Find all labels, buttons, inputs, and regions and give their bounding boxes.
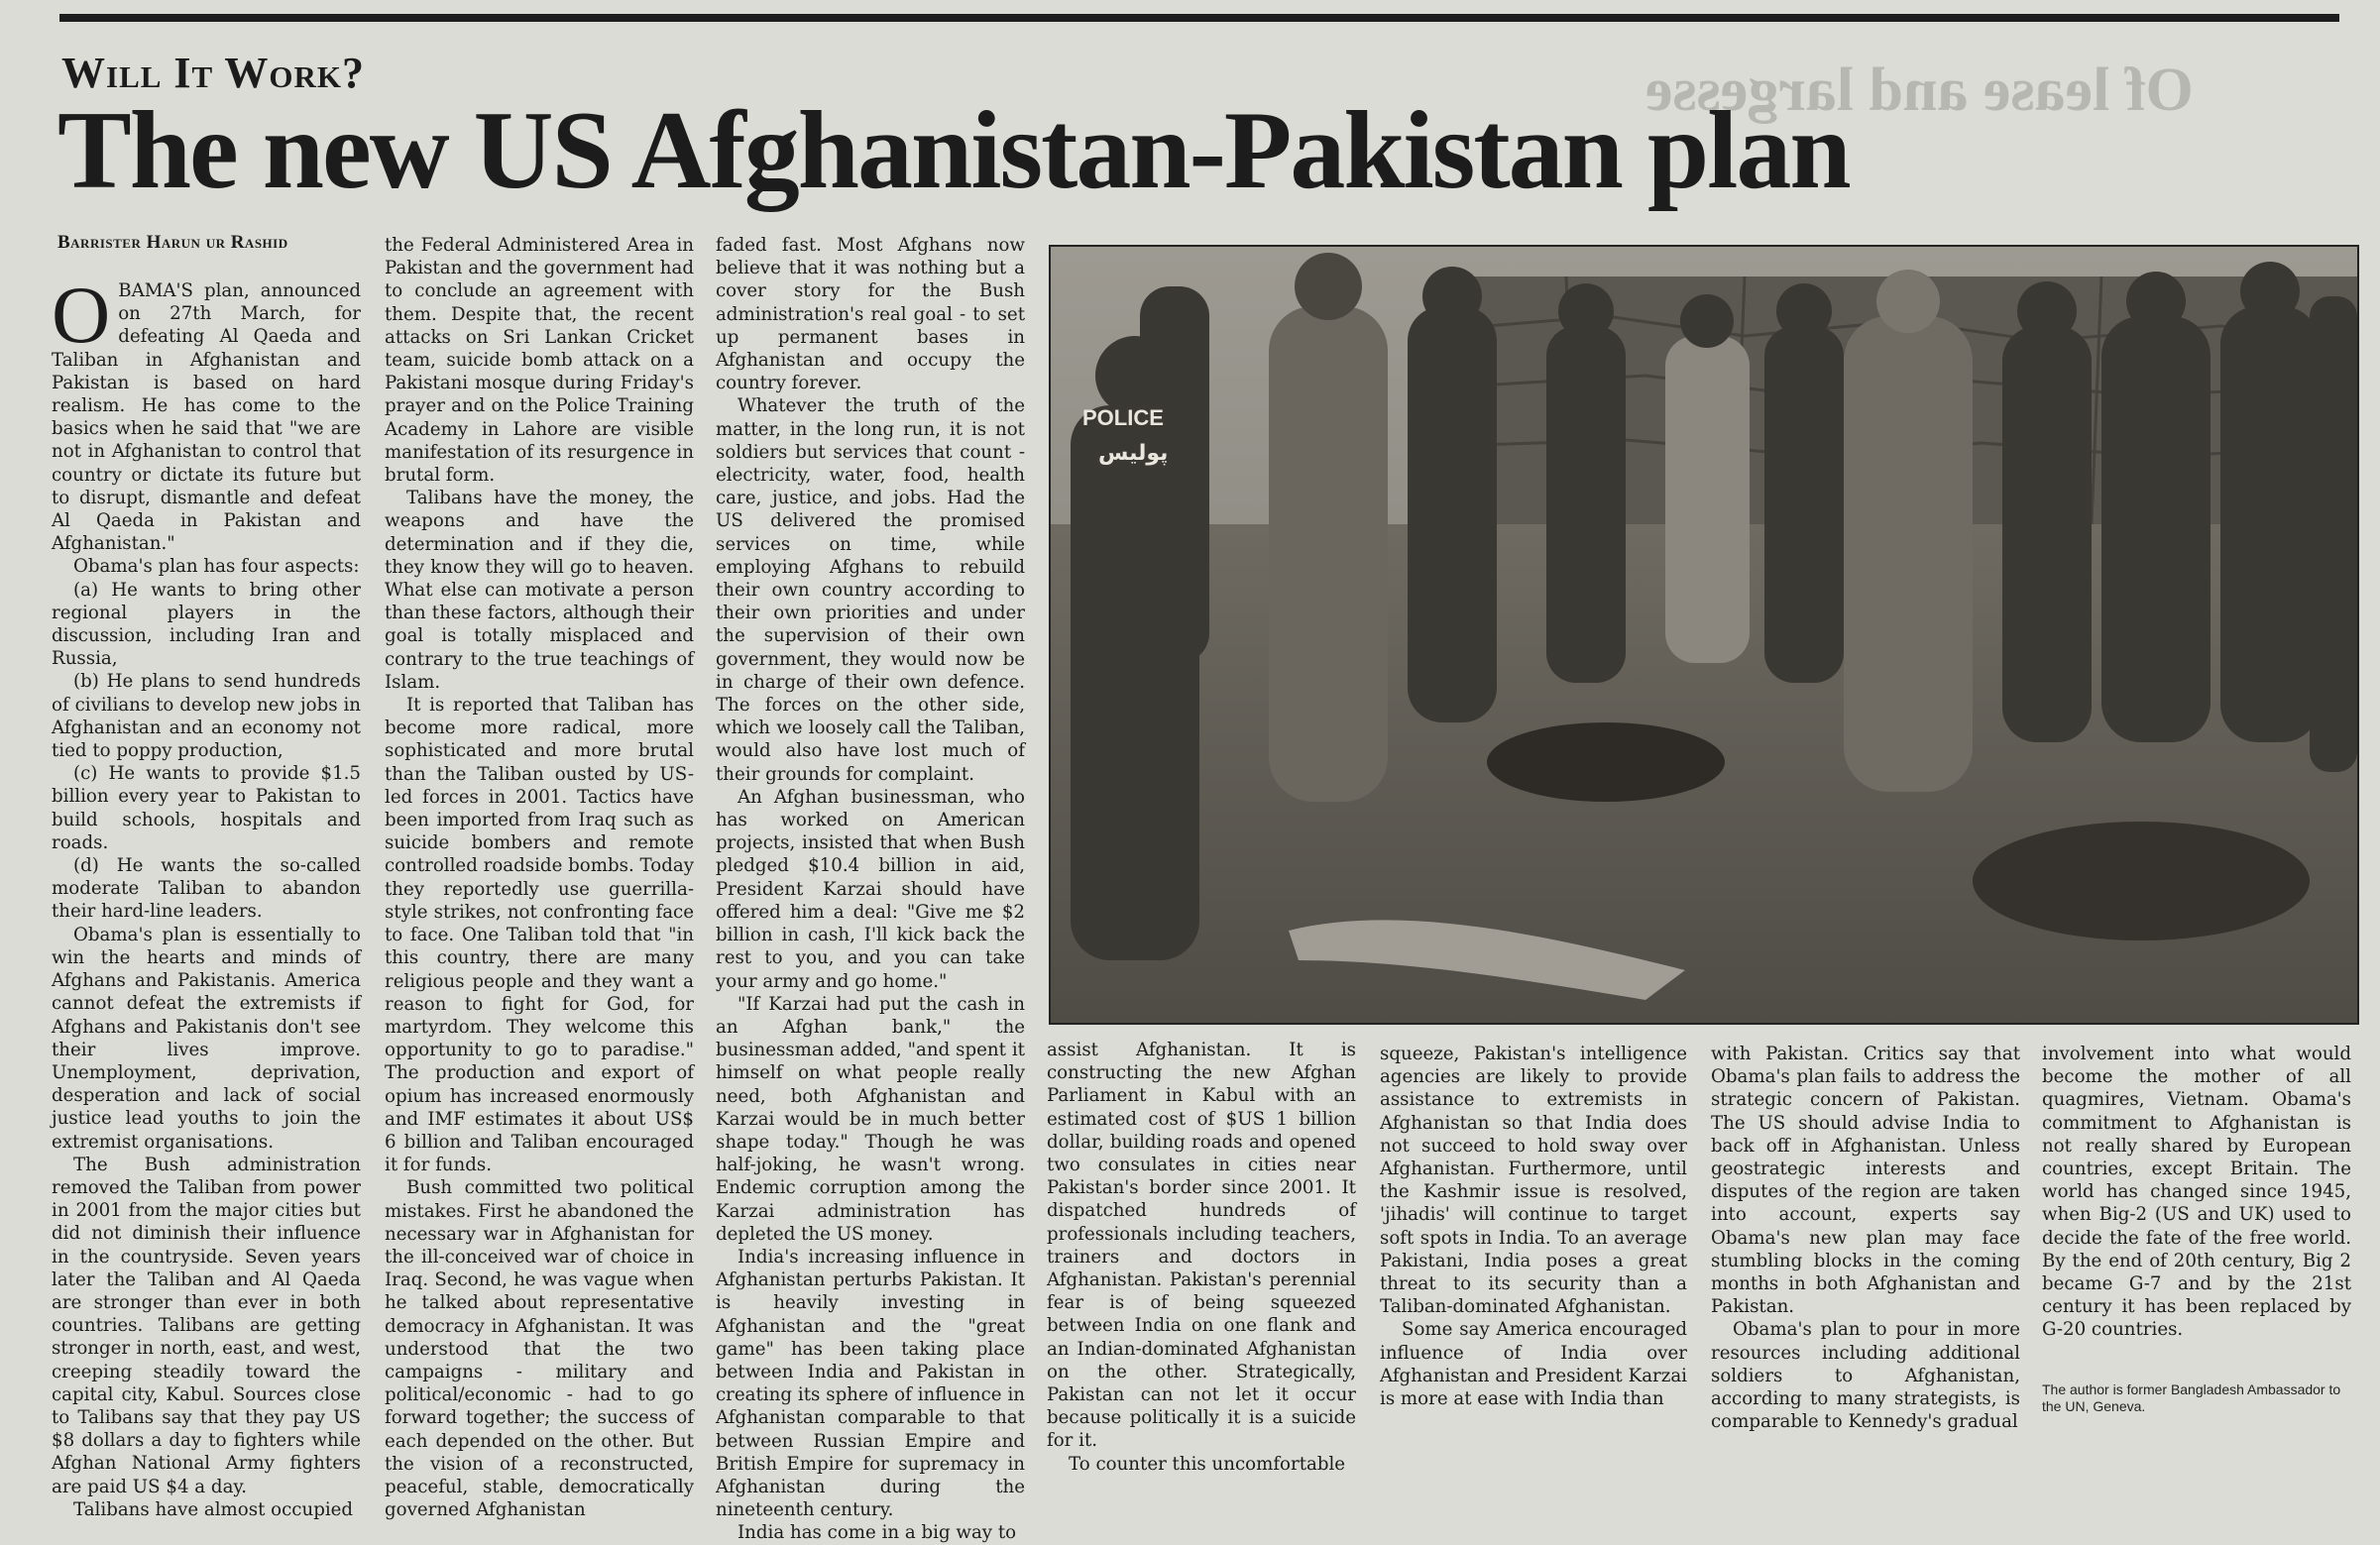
paragraph: Some say America encouraged influence of India over Afghanistan and President Karzai is more at ease with India than: [1380, 1319, 1687, 1410]
lead-paragraph: [52, 270, 361, 555]
paragraph: squeeze, Pakistan's intelligence agencies are likely to provide assistance to extremists in Afghanistan so that India does not succeed to hold sway over Afghanistan. Furthermore, until the Kashmir issue is resolved, 'jihadis' will continue to target soft spots in India. To an average Pakistani, India poses a great threat to its security than a Taliban-dominated Afghanistan.: [1380, 1044, 1687, 1318]
column-1: [52, 270, 361, 1520]
column-3: [716, 234, 1025, 1544]
police-vest-label-urdu: پولیس: [1098, 441, 1169, 466]
column-7: [2042, 1043, 2351, 1362]
column-4: [1047, 1039, 1356, 1475]
paragraph: Obama's plan has four aspects:: [73, 556, 360, 578]
drop-cap: O: [52, 270, 111, 360]
paragraph: Obama's plan to pour in more resources including additional soldiers to Afghanistan, according to many strategists, is comparable to Kennedy's gradual: [1711, 1319, 2020, 1433]
bleed-through-text: Of lease and largesse: [1645, 56, 2194, 124]
news-photo: [1049, 245, 2359, 1025]
paragraph: Talibans have the money, the weapons and have the determination and if they die, they know they will go to heaven. What else can motivate a person than these factors, although their goal is totally misplaced and contrary to the true teachings of Islam.: [385, 488, 694, 693]
paragraph: faded fast. Most Afghans now believe that it was nothing but a cover story for the Bush administration's real goal - to set up permanent bases in Afghanistan and occupy the country forever.: [716, 235, 1025, 394]
paragraph: (a) He wants to bring other regional players in the discussion, including Iran and Russia,: [52, 579, 361, 670]
author-note-text: The author is former Bangladesh Ambassador to the UN, Geneva.: [2042, 1381, 2341, 1414]
debris-pile: [1487, 722, 1725, 802]
kicker: Will It Work?: [61, 49, 366, 97]
paragraph: The Bush administration removed the Taliban from power in 2001 from the major cities but did not diminish their influence in the countryside. Seven years later the Taliban and Al Qaeda are stronger than ever in both countries. Talibans are getting stronger in north, east, and west, creeping steadily toward the capital city, Kabul. Sources close to Talibans say that they pay US $8 dollars a day to fighters while Afghan National Army fighters are paid US $4 a day.: [52, 1154, 361, 1497]
paragraph: (d) He wants the so-called moderate Taliban to abandon their hard-line leaders.: [52, 855, 361, 923]
author-note: [2042, 1381, 2351, 1415]
paragraph: Whatever the truth of the matter, in the long run, it is not soldiers but services that count - electricity, water, food, health care, justice, and jobs. Had the US delivered the promised services on time, while employing Afghans to rebuild their own country according to their own priorities and under the supervision of their own government, they would now be in charge of their own defence. The forces on the other side, which we loosely call the Taliban, would also have lost much of their grounds for complaint.: [716, 395, 1025, 785]
paragraph: Bush committed two political mistakes. First he abandoned the necessary war in Afghanistan for the ill-conceived war of choice in Iraq. Second, he was vague when he talked about representative democracy in Afghanistan. It was understood that the two campaigns - military and political/economic - had to go forward together; the success of each depended on the other. But the vision of a reconstructed, peaceful, stable, democratically governed Afghanistan: [385, 1177, 694, 1521]
paragraph: "If Karzai had put the cash in an Afghan bank," the businessman added, "and spent it himself on what people really need, both Afghanistan and Karzai would be in much better shape today." Though he was half-joking, he wasn't wrong. Endemic corruption among the Karzai administration has depleted the US money.: [716, 993, 1025, 1245]
top-rule: [59, 14, 2339, 22]
paragraph: It is reported that Taliban has become more radical, more sophisticated and more brutal than the Taliban ousted by US-led forces in 2001. Tactics have been imported from Iraq such as suicide bombers and remote controlled roadside bombs. Today they reportedly use guerrilla-style strikes, not confronting face to face. One Taliban told that "in this country, there are many religious people and they want a reason to fight for God, for martyrdom. They welcome this opportunity to go to paradise." The production and export of opium has increased enormously and IMF estimates it about US$ 6 billion and Taliban encouraged it for funds.: [385, 695, 694, 1176]
paragraph: An Afghan businessman, who has worked on American projects, insisted that when Bush pledged $10.4 billion in aid, President Karzai should have offered him a deal: "Give me $2 billion in cash, I'll kick back the rest to you, and you can take your army and go home.": [716, 786, 1025, 992]
lead-text: BAMA'S plan, announced on 27th March, for defeating Al Qaeda and Taliban in Afghanistan and Pakistan is based on hard realism. He has come to the basics when he said that "we are not in Afghanistan to control that country or dictate its future but to disrupt, dismantle and defeat Al Qaeda in Pakistan and Afghanistan.": [52, 280, 361, 555]
paragraph: the Federal Administered Area in Pakistan and the government had to conclude an agreement with them. Despite that, the recent attacks on Sri Lankan Cricket team, suicide bomb attack on a Pakistani mosque during Friday's prayer and on the Police Training Academy in Lahore are visible manifestation of its resurgence in brutal form.: [385, 235, 694, 487]
paragraph: (c) He wants to provide $1.5 billion every year to Pakistan to build schools, hospitals and roads.: [52, 763, 361, 853]
paragraph: Obama's plan is essentially to win the hearts and minds of Afghans and Pakistanis. America cannot defeat the extremists if Afghans and Pakistanis don't see their lives improve. Unemployment, deprivation, desperation and lack of social justice lead youths to join the extremist organisations.: [52, 924, 361, 1153]
paragraph: Talibans have almost occupied: [73, 1498, 354, 1520]
paragraph: India's increasing influence in Afghanistan perturbs Pakistan. It is heavily investing in Afghanistan and the "great game" has been taking place between India and Pakistan in creating its sphere of influence in Afghanistan comparable to that between Russian Empire and British Empire for supremacy in Afghanistan during the nineteenth century.: [716, 1246, 1025, 1521]
paragraph: involvement into what would become the mother of all quagmires, Vietnam. Obama's commitment to Afghanistan is not really shared by European countries, except Britain. The world has changed since 1945, when Big-2 (US and UK) used to decide the fate of the free world. By the end of 20th century, Big 2 became G-7 and by the 21st century it has been replaced by G-20 countries.: [2042, 1044, 2351, 1341]
column-2: [385, 234, 694, 1521]
column-6: [1711, 1043, 2020, 1433]
blast-crater: [1973, 822, 2310, 940]
police-vest-label: POLICE: [1082, 405, 1164, 430]
paragraph: To counter this uncomfortable: [1069, 1453, 1346, 1475]
paragraph: with Pakistan. Critics say that Obama's plan fails to address the strategic concern of Pakistan. The US should advise India to back off in Afghanistan. Unless geostrategic interests and disputes of the region are taken into account, experts say Obama's new plan may face stumbling blocks in the coming months in both Afghanistan and Pakistan.: [1711, 1044, 2020, 1318]
photo-illustration: [1051, 247, 2357, 1023]
paragraph: India has come in a big way to: [737, 1522, 1017, 1544]
paragraph: (b) He plans to send hundreds of civilians to develop new jobs in Afghanistan and an economy not tied to poppy production,: [52, 671, 361, 762]
paragraph: assist Afghanistan. It is constructing the new Afghan Parliament in Kabul with an estimated cost of $US 1 billion dollar, building roads and opened two consulates in cities near Pakistan's border since 2001. It dispatched hundreds of professionals including teachers, trainers and doctors in Afghanistan. Pakistan's perennial fear is of being squeezed between India on one flank and an Indian-dominated Afghanistan on the other. Strategically, Pakistan can not let it occur because politically it is a suicide for it.: [1047, 1040, 1356, 1452]
headline: The new US Afghanistan-Pakistan plan: [57, 89, 1850, 212]
byline: Barrister Harun ur Rashid: [57, 232, 288, 253]
column-5: [1380, 1043, 1687, 1415]
